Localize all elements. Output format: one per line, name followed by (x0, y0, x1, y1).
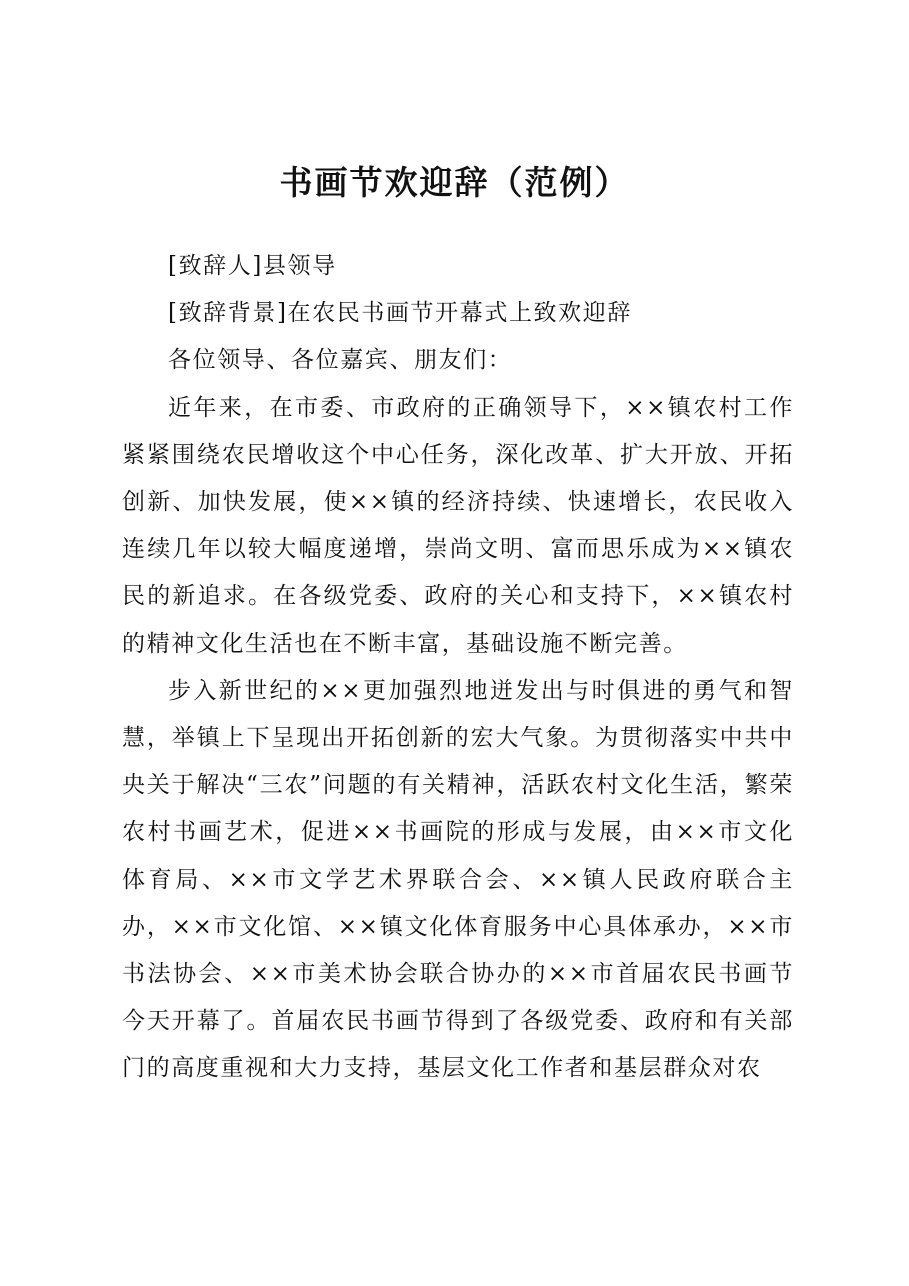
document-title: 书画节欢迎辞（范例） (279, 163, 630, 202)
speaker-line: [致辞人]县领导 (168, 253, 337, 279)
document-body (122, 243, 794, 1093)
body-paragraph-1: 近年来，在市委、市政府的正确领导下，××镇农村工作紧紧围绕农民增收这个中心任务，深化改革、扩大开放、开拓创新、加快发展，使××镇的经济持续、快速增长，农民收入连续几年以较大幅度递增，崇尚文明、富而思乐成为××镇农民的新追求。在各级党委、政府的关心和支持下，××镇农村的精神文化生活也在不断丰富，基础设施不断完善。 (122, 394, 794, 657)
body-paragraph-2: 步入新世纪的××更加强烈地迸发出与时俱进的勇气和智慧，举镇上下呈现出开拓创新的宏大气象。为贯彻落实中共中央关于解决“三农”问题的有关精神，活跃农村文化生活，繁荣农村书画艺术，促进××书画院的形成与发展，由××市文化体育局、××市文学艺术界联合会、××镇人民政府联合主办，××市文化馆、××镇文化体育服务中心具体承办，××市书法协会、××市美术协会联合协办的××市首届农民书画节今天开幕了。首届农民书画节得到了各级党委、政府和有关部门的高度重视和大力支持，基层文化工作者和基层群众对农 (122, 677, 794, 1082)
background-line: [致辞背景]在农民书画节开幕式上致欢迎辞 (168, 300, 632, 327)
greeting-line: 各位领导、各位嘉宾、朋友们： (168, 347, 513, 374)
